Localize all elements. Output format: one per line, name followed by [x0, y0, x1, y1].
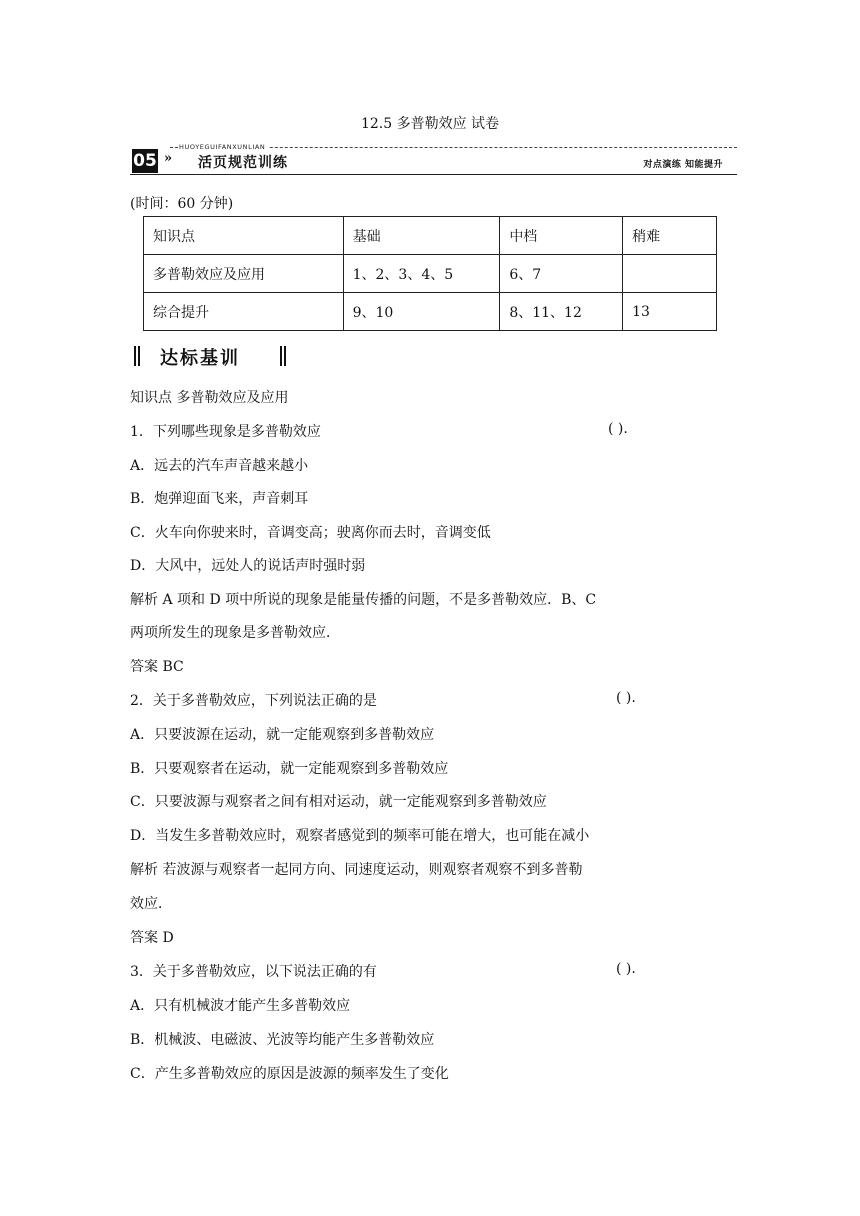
- option-line: C．产生多普勒效应的原因是波源的频率发生了变化: [130, 1066, 449, 1082]
- table-cell: 9、10: [343, 293, 500, 331]
- double-chevron-icon: »: [164, 151, 173, 166]
- table-header-cell: 基础: [343, 217, 500, 255]
- option-line: C．只要波源与观察者之间有相对运动，就一定能观察到多普勒效应: [130, 794, 547, 810]
- table-cell: 8、11、12: [500, 293, 623, 331]
- banner-pinyin: HUOYEGUIFANXUNLIAN: [179, 143, 268, 151]
- time-note: (时间：60 分钟): [130, 196, 234, 212]
- analysis-line: 效应．: [130, 896, 172, 912]
- analysis-line: 解析 A 项和 D 项中所说的现象是能量传播的问题，不是多普勒效应．B、C: [130, 592, 597, 608]
- question-stem: 1．下列哪些现象是多普勒效应: [130, 424, 321, 440]
- topic-line: 知识点 多普勒效应及应用: [130, 390, 289, 406]
- table-row: [144, 293, 717, 331]
- answer-line: 答案 BC: [130, 659, 184, 675]
- answer-blank: ( ).: [616, 961, 636, 977]
- page-title: 12.5 多普勒效应 试卷: [360, 116, 500, 132]
- table-cell: 多普勒效应及应用: [144, 255, 344, 293]
- knowledge-point-table: [143, 216, 717, 331]
- option-line: A．远去的汽车声音越来越小: [130, 458, 309, 474]
- section-banner: [130, 143, 737, 179]
- option-line: A．只要波源在运动，就一定能观察到多普勒效应: [130, 727, 435, 743]
- banner-number-badge: 05: [133, 151, 157, 171]
- banner-subtitle: 对点演练 知能提升: [643, 160, 723, 170]
- option-line: A．只有机械波才能产生多普勒效应: [130, 998, 351, 1014]
- table-header-row: [144, 217, 717, 255]
- option-line: B．机械波、电磁波、光波等均能产生多普勒效应: [130, 1032, 435, 1048]
- option-line: D．当发生多普勒效应时，观察者感觉到的频率可能在增大，也可能在减小: [130, 828, 590, 844]
- section-heading: [130, 346, 300, 369]
- banner-underline: [130, 174, 737, 175]
- table-cell: [623, 255, 717, 293]
- option-line: B．炮弹迎面飞来，声音刺耳: [130, 491, 309, 507]
- answer-blank: ( ).: [616, 690, 636, 706]
- table-cell: 综合提升: [144, 293, 344, 331]
- table-cell: 6、7: [500, 255, 623, 293]
- answer-blank: ( ).: [608, 421, 628, 437]
- banner-title: 活页规范训练: [198, 155, 288, 171]
- table-header-cell: 知识点: [144, 217, 344, 255]
- table-row: [144, 255, 717, 293]
- double-bar-icon: [280, 346, 286, 366]
- table-header-cell: 稍难: [623, 217, 717, 255]
- question-stem: 3．关于多普勒效应，以下说法正确的有: [130, 964, 377, 980]
- option-line: C．火车向你驶来时，音调变高；驶离你而去时，音调变低: [130, 525, 491, 541]
- answer-line: 答案 D: [130, 930, 174, 946]
- section-heading-text: 达标基训: [160, 348, 240, 369]
- option-line: D．大风中，远处人的说话声时强时弱: [130, 558, 366, 574]
- double-bar-icon: [134, 346, 140, 366]
- table-cell: 1、2、3、4、5: [343, 255, 500, 293]
- table-cell: 13: [623, 293, 717, 331]
- question-stem: 2．关于多普勒效应，下列说法正确的是: [130, 693, 377, 709]
- table-header-cell: 中档: [500, 217, 623, 255]
- analysis-line: 两项所发生的现象是多普勒效应．: [130, 625, 340, 641]
- option-line: B．只要观察者在运动，就一定能观察到多普勒效应: [130, 761, 449, 777]
- analysis-line: 解析 若波源与观察者一起同方向、同速度运动，则观察者观察不到多普勒: [130, 862, 583, 878]
